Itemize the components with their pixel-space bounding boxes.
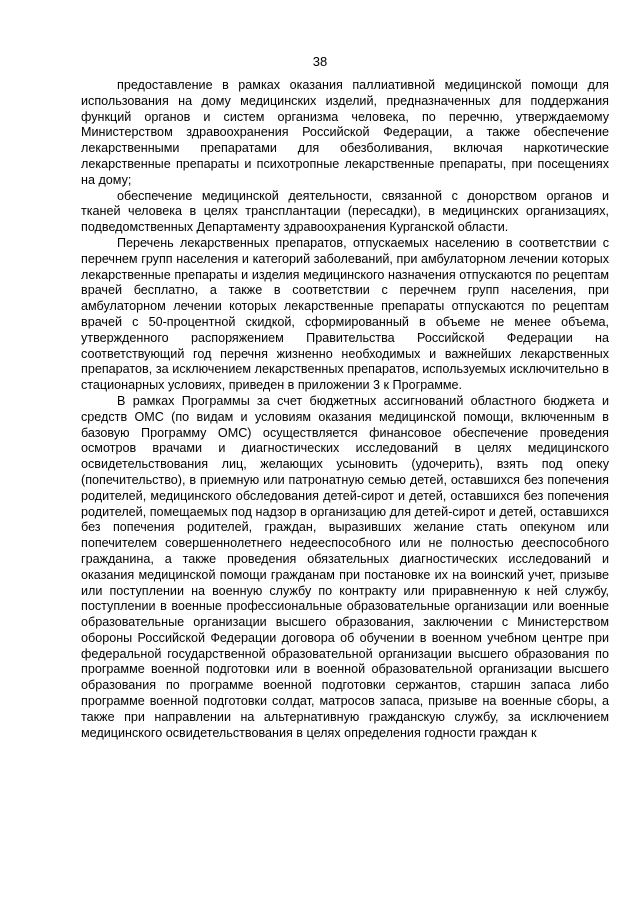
document-body bbox=[81, 78, 609, 741]
paragraph-program-financing: В рамках Программы за счет бюджетных ассигнований областного бюджета и средств ОМС (по видам и условиям оказания медицинской помощи, включенным в базовую Программу ОМС) осуществляется финансовое обеспечение проведения осмотров врачами и диагностических исследований в целях медицинского освидетельствования лиц, желающих усыновить (удочерить), взять под опеку (попечительство), в приемную или патронатную семью детей, оставшихся без попечения родителей, медицинского обследования детей-сирот и детей, оставшихся без попечения родителей, помещаемых под надзор в организацию для детей-сирот и детей, оставшихся без попечения родителей, граждан, выразивших желание стать опекуном или попечителем совершеннолетнего недееспособного или не полностью дееспособного гражданина, а также проведения обязательных диагностических исследований и оказания медицинской помощи гражданам при постановке их на воинский учет, призыве или поступлении на военную службу по контракту или приравненную к ней службу, поступлении в военные профессиональные образовательные организации или военные образовательные организации высшего образования, заключении с Министерством обороны Российской Федерации договора об обучении в военном учебном центре при федеральной государственной образовательной организации высшего образования по программе военной подготовки или в военной образовательной организации высшего образования по программе военной подготовки сержантов, старшин запаса либо программе военной подготовки солдат, матросов запаса, призыве на военные сборы, а также при направлении на альтернативную гражданскую службу, за исключением медицинского освидетельствования в целях определения годности граждан к bbox=[81, 393, 609, 740]
page-number: 38 bbox=[312, 54, 328, 69]
paragraph-medicines-list: Перечень лекарственных препаратов, отпускаемых населению в соответствии с перечнем групп населения и категорий заболеваний, при амбулаторном лечении которых лекарственные препараты и изделия медицинского назначения отпускаются по рецептам врачей бесплатно, а также в соответствии с перечнем групп населения, при амбулаторном лечении которых лекарственные препараты отпускаются по рецептам врачей с 50-процентной скидкой, сформированный в объеме не менее объема, утвержденного распоряжением Правительства Российской Федерации на соответствующий год перечня жизненно необходимых и важнейших лекарственных препаратов, за исключением лекарственных препаратов, используемых исключительно в стационарных условиях, приведен в приложении 3 к Программе. bbox=[81, 235, 609, 393]
paragraph-palliative-care: предоставление в рамках оказания паллиативной медицинской помощи для использования на дому медицинских изделий, предназначенных для поддержания функций органов и систем организма человека, по перечню, утверждаемому Министерством здравоохранения Российской Федерации, а также обеспечение лекарственными препаратами для обезболивания, включая наркотические лекарственные препараты и психотропные лекарственные препараты, при посещениях на дому; bbox=[81, 78, 609, 187]
paragraph-organ-donation: обеспечение медицинской деятельности, связанной с донорством органов и тканей человека в целях трансплантации (пересадки), в медицинских организациях, подведомственных Департаменту здравоохранения Курганской области. bbox=[81, 188, 609, 235]
